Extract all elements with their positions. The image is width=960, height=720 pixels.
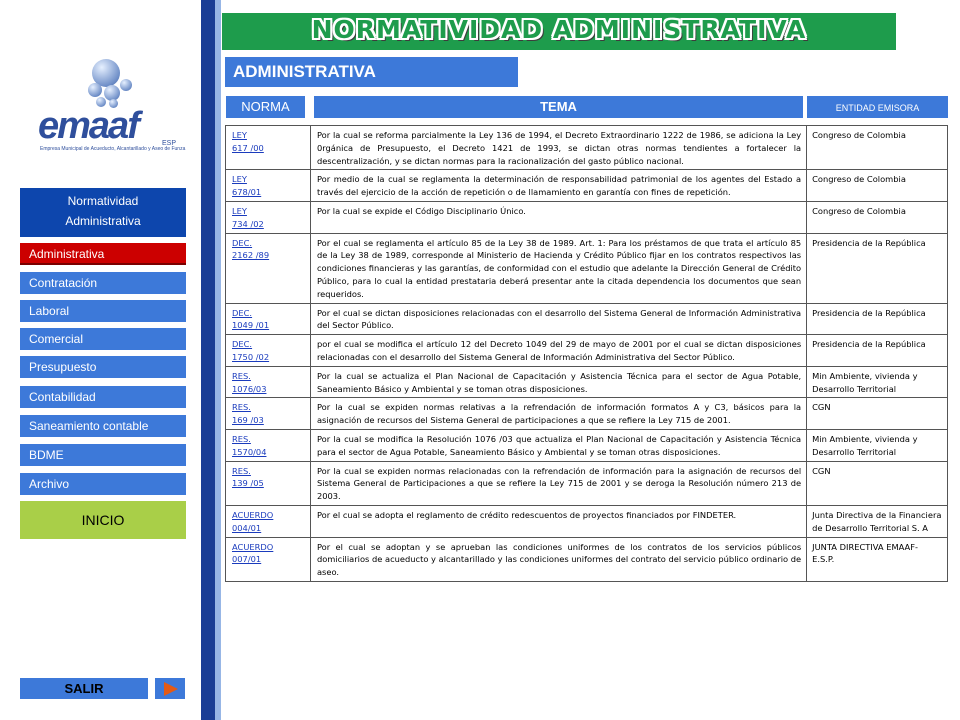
nav-item-saneamiento-contable[interactable]: Saneamiento contable [20, 415, 186, 437]
entidad-cell: CGN [807, 398, 948, 430]
logo-tagline: Empresa Municipal de Acueducto, Alcantarillado y Aseo de Funza [40, 146, 186, 152]
norma-link[interactable]: ACUERDO 004/01 [232, 509, 274, 533]
table-row [226, 233, 948, 303]
column-header-tema: TEMA [314, 96, 803, 118]
norma-cell [226, 505, 311, 537]
nav-item-presupuesto[interactable]: Presupuesto [20, 356, 186, 378]
nav-header-line1: Normatividad [67, 194, 139, 208]
entidad-cell: Presidencia de la República [807, 303, 948, 335]
norma-cell [226, 366, 311, 398]
entidad-cell: Congreso de Colombia [807, 201, 948, 233]
norma-cell [226, 398, 311, 430]
page-title-banner [222, 13, 896, 50]
table-row [226, 461, 948, 505]
entidad-cell: Presidencia de la República [807, 335, 948, 367]
nav-section-header[interactable] [20, 188, 186, 237]
norms-table-body [226, 126, 948, 582]
norma-cell [226, 170, 311, 202]
inicio-button[interactable]: INICIO [20, 501, 186, 539]
column-header-entidad: ENTIDAD EMISORA [807, 96, 948, 118]
logo-drop-icon [88, 83, 102, 97]
entidad-cell: Presidencia de la República [807, 233, 948, 303]
table-row [226, 429, 948, 461]
norma-link[interactable]: DEC. 1750 /02 [232, 339, 270, 362]
salir-button[interactable]: SALIR [20, 678, 148, 699]
tema-cell: Por la cual se expide el Código Disciplinario Único. [310, 201, 806, 233]
table-row [226, 201, 948, 233]
table-row [226, 505, 948, 537]
table-row [226, 398, 948, 430]
nav-item-administrativa[interactable]: Administrativa [20, 243, 186, 265]
nav-item-archivo[interactable]: Archivo [20, 473, 186, 495]
entidad-cell: CGN [807, 461, 948, 505]
norma-cell [226, 335, 311, 367]
norma-cell [226, 233, 311, 303]
norma-link[interactable]: DEC. 2162 /89 [232, 237, 270, 261]
norms-table [225, 125, 948, 582]
tema-cell: Por el cual se dictan disposiciones relacionadas con el desarrollo del Sistema General de Información Administrativa del Sector Público. [310, 303, 806, 335]
divider-bar-light [215, 0, 221, 720]
norma-cell [226, 429, 311, 461]
entidad-cell: Min Ambiente, vivienda y Desarrollo Territorial [807, 429, 948, 461]
tema-cell: Por la cual se actualiza el Plan Nacional de Capacitación y Asistencia Técnica para el sector de Agua Potable, Saneamiento Básico y Ambiental y se toman otras disposiciones. [310, 366, 806, 398]
table-row [226, 335, 948, 367]
norma-cell [226, 537, 311, 581]
table-row [226, 366, 948, 398]
tema-cell: Por medio de la cual se reglamenta la determinación de responsabilidad patrimonial de los agentes del Estado a través del ejercicio de la acción de repetición o de llamamiento en garantía con fines de repetición. [310, 170, 806, 202]
nav-item-bdme[interactable]: BDME [20, 444, 186, 466]
divider-bar [201, 0, 215, 720]
tema-cell: Por el cual se reglamenta el artículo 85 de la Ley 38 de 1989. Art. 1: Para los préstamos de que trata el artículo 85 de la Ley 38 de 1989, corresponde al Ministerio de Hacienda y Crédito Público fijar en los contratos respectivos las condiciones financieras y las garantías, de conformidad con el estudio que adelante la Dirección General de Crédito Público, para lo cual la entidad prestataria deberá presentar ante la citada dependencia los documentos que sean requeridos. [310, 233, 806, 303]
norma-cell [226, 201, 311, 233]
entidad-cell: Min Ambiente, vivienda y Desarrollo Territorial [807, 366, 948, 398]
norma-link[interactable]: RES. 139 /05 [232, 465, 264, 489]
tema-cell: Por la cual se expiden normas relacionadas con la refrendación de información para la asignación de recursos del Sistema General de Participaciones a que se refiere la Ley 715 de 2001 y se deroga la Resolución número 213 de 2003. [310, 461, 806, 505]
norma-link[interactable]: DEC. 1049 /01 [232, 307, 270, 331]
norma-cell [226, 461, 311, 505]
column-header-norma: NORMA [226, 96, 305, 118]
entidad-cell: Junta Directiva de la Financiera de Desarrollo Territorial S. A [807, 505, 948, 537]
nav-item-contratacion[interactable]: Contratación [20, 272, 186, 294]
entidad-cell: Congreso de Colombia [807, 126, 948, 170]
table-row [226, 170, 948, 202]
emaaf-logo[interactable] [30, 55, 186, 155]
norma-link[interactable]: LEY 617 /00 [232, 130, 264, 153]
logo-drop-icon [120, 79, 132, 91]
tema-cell: Por el cual se adoptan y se aprueban las condiciones uniformes de los contratos de los servicios públicos domiciliarios de acueducto y alcantarillado y las condiciones uniformes del contrato del servicio público ordinario de aseo. [310, 537, 806, 581]
play-arrow-icon [164, 682, 178, 696]
salir-arrow-button[interactable] [155, 678, 185, 699]
tema-cell: Por la cual se modifica la Resolución 1076 /03 que actualiza el Plan Nacional de Capacitación y Asistencia Técnica para el sector de Agua Potable, Saneamiento Básico y Ambiental y se toman otras disposiciones. [310, 429, 806, 461]
norma-cell [226, 126, 311, 170]
section-title: ADMINISTRATIVA [225, 57, 518, 87]
logo-wordmark: emaaf [38, 105, 138, 147]
page-title: NORMATIVIDAD ADMINISTRATIVA [311, 15, 807, 44]
entidad-cell: JUNTA DIRECTIVA EMAAF- E.S.P. [807, 537, 948, 581]
norma-link[interactable]: RES. 169 /03 [232, 402, 264, 426]
table-row [226, 126, 948, 170]
norma-link[interactable]: ACUERDO 007/01 [232, 541, 274, 565]
norma-link[interactable]: RES. 1570/04 [232, 433, 267, 457]
tema-cell: Por el cual se adopta el reglamento de crédito redescuentos de proyectos financiados por FINDETER. [310, 505, 806, 537]
tema-cell: Por la cual se reforma parcialmente la Ley 136 de 1994, el Decreto Extraordinario 1222 de 1986, se adiciona la Ley 0rgánica de Presupuesto, el Decreto 1421 de 1993, se dictan otras normas tendientes a fortalecer la descentralización, y se dictan normas para la racionalización del gasto público nacional. [310, 126, 806, 170]
table-row [226, 537, 948, 581]
tema-cell: Por la cual se expiden normas relativas a la refrendación de información formatos A y C3, básicos para la asignación de recursos del Sistema General de participaciones a que se refiere la Ley 715 de 2001. [310, 398, 806, 430]
norma-link[interactable]: LEY 734 /02 [232, 205, 264, 229]
norma-link[interactable]: RES. 1076/03 [232, 370, 267, 394]
entidad-cell: Congreso de Colombia [807, 170, 948, 202]
nav-item-laboral[interactable]: Laboral [20, 300, 186, 322]
norma-cell [226, 303, 311, 335]
tema-cell: por el cual se modifica el artículo 12 del Decreto 1049 del 29 de mayo de 2001 por el cual se dictan disposiciones relacionadas con el desarrollo del Sistema General de Información Administrativa del Sector Público. [310, 335, 806, 367]
nav-item-contabilidad[interactable]: Contabilidad [20, 386, 186, 408]
nav-item-comercial[interactable]: Comercial [20, 328, 186, 350]
norma-link[interactable]: LEY 678/01 [232, 174, 262, 198]
table-row [226, 303, 948, 335]
logo-suffix: ESP [162, 140, 177, 147]
nav-header-line2: Administrativa [65, 214, 141, 228]
